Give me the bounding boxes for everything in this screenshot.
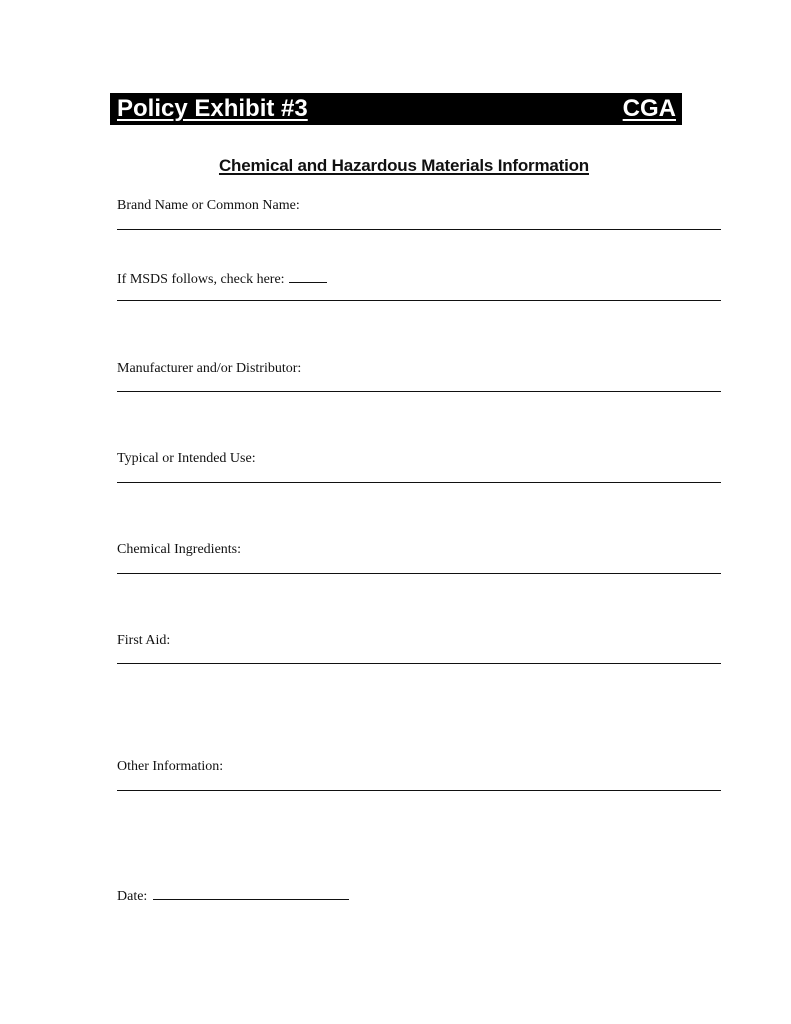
msds-check-row (117, 270, 327, 288)
policy-exhibit-title: Policy Exhibit #3 (117, 95, 308, 122)
form-title: Chemical and Hazardous Materials Information (218, 156, 589, 175)
brand-name-label: Brand Name or Common Name: (117, 198, 300, 213)
intended-use-label: Typical or Intended Use: (117, 451, 256, 466)
date-blank[interactable] (153, 887, 349, 900)
header-bar (110, 93, 682, 125)
brand-name-line[interactable] (117, 229, 721, 230)
chemical-ingredients-label: Chemical Ingredients: (117, 542, 242, 557)
msds-check-blank[interactable] (289, 270, 327, 283)
date-label: Date: (117, 889, 148, 904)
organization-code: CGA (622, 95, 676, 122)
intended-use-line[interactable] (117, 482, 721, 483)
msds-label: If MSDS follows, check here: (117, 272, 285, 287)
first-aid-line[interactable] (117, 663, 721, 664)
manufacturer-line[interactable] (117, 391, 721, 392)
msds-line[interactable] (117, 300, 721, 301)
other-information-label: Other Information: (117, 759, 224, 774)
chemical-ingredients-line[interactable] (117, 573, 721, 574)
other-information-line[interactable] (117, 790, 721, 791)
first-aid-label: First Aid: (117, 633, 171, 648)
date-row (117, 887, 349, 905)
manufacturer-label: Manufacturer and/or Distributor: (117, 361, 302, 376)
